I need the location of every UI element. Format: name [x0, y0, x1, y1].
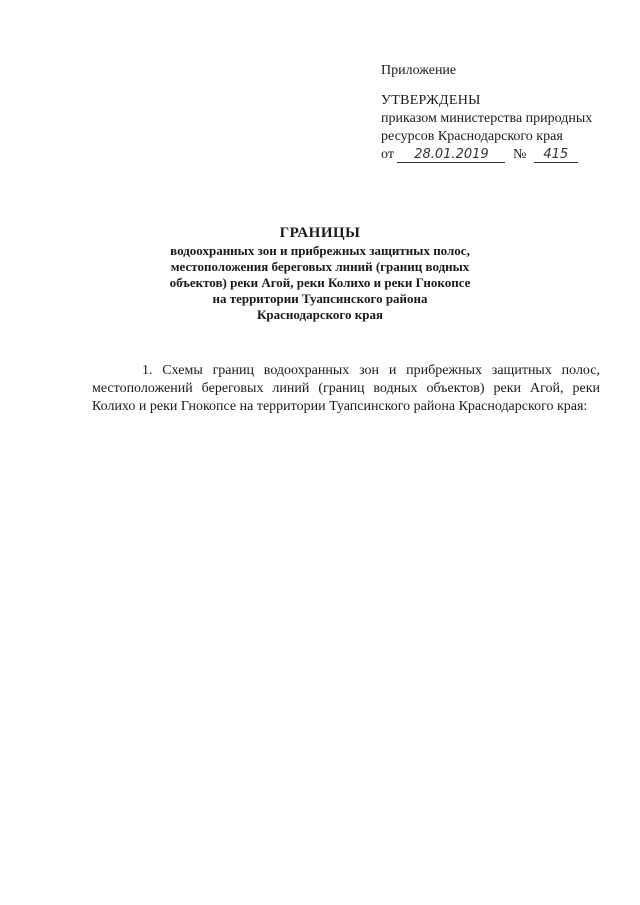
approved-label: УТВЕРЖДЕНЫ: [381, 93, 481, 108]
title-line-4: на территории Туапсинского района: [212, 291, 428, 306]
handwritten-date: 28.01.2019: [397, 148, 505, 163]
title-line-2: местоположения береговых линий (границ водных: [170, 259, 470, 274]
from-label: от: [381, 147, 394, 162]
handwritten-number: 415: [534, 148, 578, 163]
title-line-5: Краснодарского края: [256, 307, 384, 322]
title-main: ГРАНИЦЫ: [279, 225, 361, 241]
document-title: [120, 225, 520, 323]
appendix-label: Приложение: [381, 63, 457, 78]
title-line-3: объектов) реки Агой, реки Колихо и реки Гнокопсе: [169, 275, 471, 290]
paragraph-1-text: 1. Схемы границ водоохранных зон и прибрежных защитных полос, местоположений береговых линий (границ водных объектов) реки Агой, реки Колихо и реки Гнокопсе на территории Туапсинского района Краснодарского края:: [92, 363, 600, 414]
number-label: №: [512, 147, 527, 162]
body-paragraph: [92, 362, 600, 416]
order-line-2: ресурсов Краснодарского края: [381, 129, 563, 144]
order-line-1: приказом министерства природных: [381, 111, 593, 126]
approval-header: [381, 62, 621, 164]
order-date-number-row: [381, 146, 621, 164]
title-line-1: водоохранных зон и прибрежных защитных полос,: [170, 243, 470, 258]
